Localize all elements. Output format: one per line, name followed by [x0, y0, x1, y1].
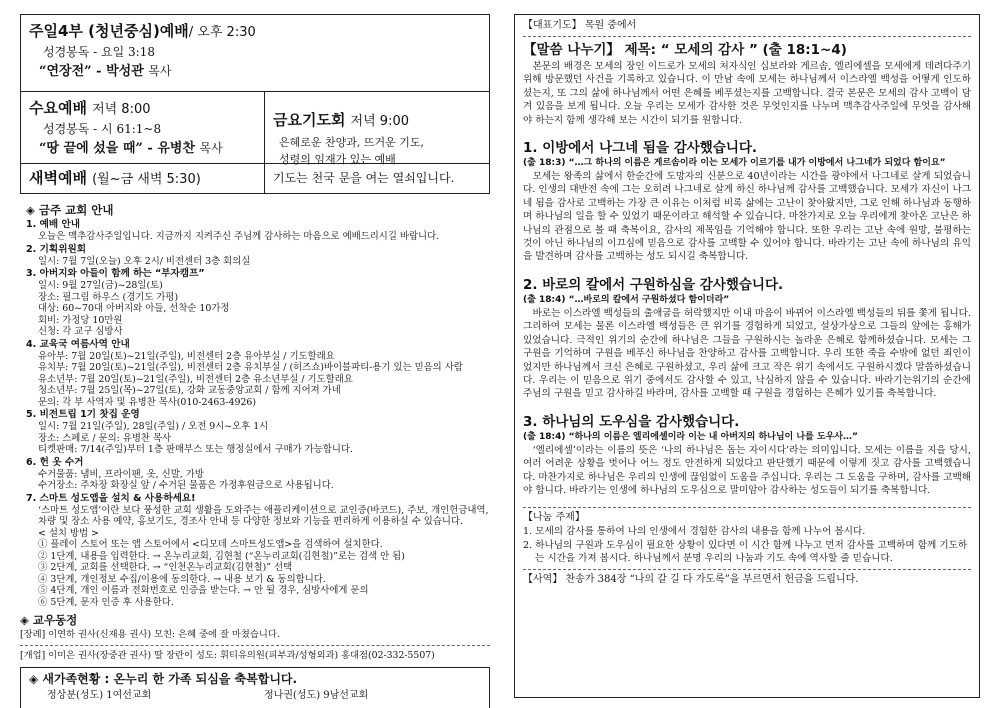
- prayer-line: 【대표기도】 목원 중에서: [523, 20, 637, 31]
- sermon-intro: 본문의 배경은 모세의 장인 이드로가 모세의 처자식인 십보라와 게르솜, 엘리에셀을 모세에게 데려다주기 위해 방문했던 사건을 기록하고 있습니다. 이 만남 속에 모세는 하나님께서 이스라엘 백성을 어떻게 인도하셨는지, 또 그의 삶에 하나님께서 어떤 은혜를 베푸셨는지를 고백합니다. 결국 본문은 모세의 감사 고백이 담겨 있음을 보게 됩니다. 오늘 우리는 모세가 감사한 것은 무엇인지를 나누며 맥추감사주일에 무엇을 감사해야 하는지 함께 생각해 보는 시간이 되기를 원합니다.: [523, 61, 971, 126]
- notice-item: [26, 339, 490, 409]
- share-heading: 【나눔 주제】: [523, 512, 585, 524]
- wednesday-sermon-role: 목사: [199, 141, 223, 155]
- notice-line: 유소년부: 7월 20일(토)~21일(주일), 비전센터 2층 유소년부실 / 기도할래요: [38, 373, 353, 385]
- notice-line: 유치부: 7월 20일(토)~21일(주일), 비전센터 2층 유치부실 / (히즈쇼)바이블파티-용기 있는 믿음의 사람: [38, 362, 463, 373]
- notice-line: 일시: 7월 7일(오늘) 오후 2시/ 비전센터 3층 회의실: [38, 255, 251, 267]
- sunday-sermon: [29, 62, 481, 81]
- sermon-box: [514, 14, 980, 698]
- sunday-service-title: 주일4부 (청년중심)예배: [29, 22, 189, 40]
- divider: [523, 569, 971, 570]
- wednesday-time: 저녁 8:00: [92, 102, 151, 117]
- notice-line: 신청: 각 교구 심방사: [38, 326, 123, 337]
- left-column: [20, 14, 490, 708]
- notice-line: ② 1단계, 내용을 입력한다. → 온누리교회, 김현철 (“온누리교회(김현철)”로는 검색 안 됨): [38, 550, 405, 562]
- friday-title: 금요기도회: [273, 111, 346, 129]
- notice-item: [26, 457, 490, 492]
- section-verse: (출 18:4) “…바로의 칼에서 구원하셨다 함이더라”: [523, 294, 730, 305]
- notices-heading: ◈ 금주 교회 안내: [26, 203, 114, 217]
- notice-title: 5. 비전트립 1기 찻집 운영: [26, 409, 140, 420]
- notice-title: 6. 헌 옷 수거: [26, 456, 84, 468]
- share-item: 1. 모세의 감사를 통하여 나의 인생에서 경험한 감사의 내용을 함께 나누어 봅시다.: [523, 526, 866, 538]
- friday-time: 저녁 9:00: [350, 114, 409, 129]
- divider: [523, 36, 971, 37]
- sunday-service-header: [29, 21, 481, 43]
- section-verse: (출 18:3) “…그 하나의 이름은 게르솜이라 이는 모세가 이르기를 내가 이방에서 나그네가 되었다 함이요”: [523, 158, 946, 169]
- sunday-sermon-role: 목사: [148, 64, 172, 78]
- notice-line: 대상: 60~70대 아버지와 아들, 선착순 10가정: [38, 303, 230, 314]
- divider: [523, 507, 971, 508]
- notice-item: [26, 409, 490, 456]
- sunday-sermon-title: “연장전” - 박성관: [39, 64, 144, 79]
- notice-title: 3. 아버지와 아들이 함께 하는 “부자캠프”: [26, 268, 205, 279]
- sunday-service-box: [20, 14, 490, 92]
- notice-line: ⑤ 4단계, 개인 이름과 전화번호로 인증을 받는다. → 안 될 경우, 심방사에게 문의: [38, 585, 369, 596]
- notice-title: 4. 교육국 여름사역 안내: [26, 338, 130, 350]
- notice-line: 일시: 7월 21일(주일), 28일(주일) / 오전 9시~오후 1시: [38, 421, 269, 432]
- share-section: [523, 511, 971, 565]
- new-family-box: [20, 667, 490, 708]
- notice-line: 장소: 필그림 하우스 (경기도 가평): [38, 291, 179, 303]
- staff-line: [개업] 이미은 권사(장중관 권사) 딸 장란이 성도: 휘티유의원(피부과/성형외과) 홍대점(02-332-5507): [20, 650, 435, 661]
- notice-title: 1. 예배 안내: [26, 219, 81, 230]
- section-title: 1. 이방에서 나그네 됨을 감사했습니다.: [523, 140, 758, 157]
- notice-line: 청소년부: 7월 25일(목)~27일(토), 강화 교동중앙교회 / 함께 지어져 가네: [38, 385, 341, 396]
- wednesday-service-box: [21, 92, 265, 163]
- divider: [20, 645, 490, 646]
- notice-line: 일시: 9월 27일(금)~28일(토): [38, 280, 163, 291]
- section-body: 모세는 왕족의 삶에서 한순간에 도망자의 신분으로 40년이라는 시간을 광야에서 나그네로 살게 되었습니다. 인생의 대반전 속에 그는 오히려 나그네로 살게 하신 하나님께 감사를 고백했습니다. 모세가 자신이 나그네 됨을 감사로 고백하는 가장 큰 이유는 이처럼 비록 삶에는 고난이 찾아왔지만, 그로 인해 하나님과 동행하며 하나님의 일을 할 수 있었기 때문이라고 해석할 수 있습니다. 마찬가지로 오늘 우리에게 찾아온 고난은 하나님의 관점으로 볼 때 축복이요, 감사의 제목임을 기억해야 합니다. 또한 우리는 고난 속에 원망, 불평하는 것이 아닌 하나님의 이끄심에 믿음으로 감사를 고백할 수 있어야 합니다. 바라기는 고난 속에 하나님의 유익을 발견하며 감사를 고백하는 성도 되시길 축복합니다.: [523, 171, 971, 263]
- dawn-title: 새벽예배: [29, 169, 87, 187]
- new-family-name: 정나권(성도) 9남선교회: [264, 690, 369, 701]
- notice-line: ③ 2단계, 교회를 선택한다. → “인천온누리교회(김현철)” 선택: [38, 562, 293, 573]
- dawn-time: (월~금 새벽 5:30): [92, 172, 201, 187]
- notice-line: < 설치 방법 >: [38, 527, 99, 539]
- dawn-service-row: [20, 164, 490, 194]
- wednesday-sermon: [29, 139, 256, 158]
- section-body: 바로는 이스라엘 백성들의 출애굽을 허락했지만 이내 마음이 바뀌어 이스라엘 백성들의 뒤를 쫓게 됩니다. 그리하여 모세는 물론 이스라엘 백성들은 큰 위기를 경험하게 되었고, 설상가상으로 그들의 앞에는 홍해가 있었습니다. 극적인 위기의 순간에 하나님은 그들을 구원하시는 놀라운 은혜로 함께하셨습니다. 모세는 그 구원을 기억하며 구원을 베푸신 하나님을 찬양하고 감사를 고백합니다. 우리 또한 죽을 수밖에 없던 죄인이었지만 하나님께서 크신 은혜로 구원하셨고, 우리 삶에 크고 작은 위기 속에서도 구원하시겠다 말씀하셨습니다. 우리는 이 믿음으로 위기 중에서도 감사할 수 있고, 낙심하지 않을 수 있습니다. 바라기는위기의 순간에 주님의 구원을 믿고 감사하길 바라며, 감사를 고백할 때 구원을 경험하는 은혜가 있기를 축복합니다.: [523, 307, 971, 400]
- notice-item: [26, 244, 490, 268]
- dawn-note: 기도는 천국 문을 여는 열쇠입니다.: [273, 171, 455, 185]
- notice-line: ① 플레이 스토어 또는 앱 스토어에서 <디모데 스마트성도앱>을 검색하여 설치한다.: [38, 539, 383, 550]
- staff-heading: ◈ 교우동정: [20, 613, 78, 627]
- notice-line: 수거장소: 주차장 화장실 앞 / 수거된 물품은 가정후원금으로 사용됩니다.: [38, 480, 334, 491]
- section-title: 2. 바로의 칼에서 구원하심을 감사했습니다.: [523, 276, 784, 293]
- wednesday-title: 수요예배: [29, 99, 87, 117]
- notice-line: ④ 3단계, 개인정보 수집/이용에 동의한다. → 내용 보기 & 동의합니다.: [38, 573, 326, 585]
- wednesday-scripture: 성경봉독 - 시 61:1~8: [43, 122, 162, 136]
- friday-line: 성령의 임재가 있는 예배: [279, 153, 396, 166]
- friday-service-box: [265, 92, 489, 166]
- dawn-service-box: [21, 164, 265, 193]
- notice-line: 수거물품: 냄비, 프라이팬, 옷, 신발, 가방: [38, 468, 204, 480]
- share-item: 2. 하나님의 구원과 도우심이 필요한 상황이 있다면 이 시간 함께 나누고 먼저 감사를 고백하며 함께 기도하는 시간을 가져 봅시다. 하나님께서 분명 우리의 나눔과 기도 속에 역사할 줄 믿습니다.: [523, 539, 968, 565]
- notice-line: ‘스마트 성도앱’이란 보다 풍성한 교회 생활을 도와주는 애플리케이션으로 교인증(바코드), 주보, 개인헌금내역, 차량 및 장소 사용 예약, 홍보기도, 경조사 안내 등 다양한 정보와 기능을 편리하게 이용하실 수 있습니다.: [38, 504, 489, 527]
- staff-line: [장례] 이연하 권사(신재용 권사) 모친: 은혜 중에 잘 마쳤습니다.: [20, 629, 280, 640]
- offering-line: 【사역】 찬송가 384장 “나의 갈 길 다 가도록”을 부르면서 헌금을 드립니다.: [523, 573, 859, 585]
- notice-title: 7. 스마트 성도앱을 설치 & 사용하세요!: [26, 492, 196, 504]
- section-title: 3. 하나님의 도우심을 감사했습니다.: [523, 413, 740, 430]
- notice-line: 오늘은 맥추감사주일입니다. 지금까지 지켜주신 주님께 감사하는 마음으로 예배드리시길 바랍니다.: [38, 231, 440, 242]
- staff-news-section: [20, 612, 490, 663]
- section-body: ‘엘리에셀’이라는 이름의 뜻은 ‘나의 하나님은 돕는 자이시다’라는 의미입니다. 모세는 이름을 지을 당시, 여러 어려운 상황을 벗어나 어느 정도 안전하게 되었다고 판단했기 때문에 이렇게 짓고 감사를 고백했습니다. 마찬가지로 하나님은 우리의 인생에 끊임없이 도움을 주십니다. 우리는 그 도움을 구하며, 감사를 고백해야 합니다. 바라기는 인생에 하나님의 도우심으로 말미암아 감사하는 성도들이 되기를 축복합니다.: [523, 444, 971, 496]
- notice-line: ⑥ 5단계, 문자 인증 후 사용한다.: [38, 596, 174, 608]
- sunday-service-time: / 오후 2:30: [188, 25, 256, 40]
- wednesday-sermon-title: “땅 끝에 섰을 때” - 유병찬: [39, 141, 196, 156]
- notice-line: 유아부: 7월 20일(토)~21일(주일), 비전센터 2층 유아부실 / 기도할래요: [38, 350, 335, 362]
- notice-item: [26, 268, 490, 338]
- notice-item: [26, 493, 490, 609]
- new-family-name: 정상분(성도) 1여선교회: [47, 690, 152, 701]
- sermon-sections: [523, 139, 971, 497]
- notice-line: 문의: 각 부 사역자 및 유병찬 목사(010-2463-4926): [38, 396, 257, 408]
- notices-section: [20, 202, 490, 608]
- notice-item: [26, 219, 490, 243]
- notice-line: 티켓판매: 7/14(주일)부터 1층 판매부스 또는 행정실에서 구매가 가능합니다.: [38, 444, 353, 455]
- notice-line: 장소: 스페로 / 문의: 유병찬 목사: [38, 432, 172, 444]
- sunday-scripture: 성경봉독 - 요일 3:18: [43, 45, 155, 59]
- friday-line: 은혜로운 찬양과, 뜨거운 기도,: [279, 136, 424, 149]
- sermon-title: 【말씀 나누기】 제목: “ 모세의 감사 ” (출 18:1~4): [523, 42, 847, 58]
- midweek-services-row: [20, 92, 490, 164]
- notice-title: 2. 기획위원회: [26, 243, 86, 255]
- new-family-title: ◈ 새가족현황 : 온누리 한 가족 되심을 축복합니다.: [29, 672, 298, 686]
- notice-list: [26, 219, 490, 608]
- notice-line: 회비: 가정당 10만원: [38, 314, 123, 326]
- right-column: [514, 14, 980, 698]
- section-verse: (출 18:4) “하나의 이름은 엘리에셀이라 이는 내 아버지의 하나님이 나를 도우사…”: [523, 431, 858, 442]
